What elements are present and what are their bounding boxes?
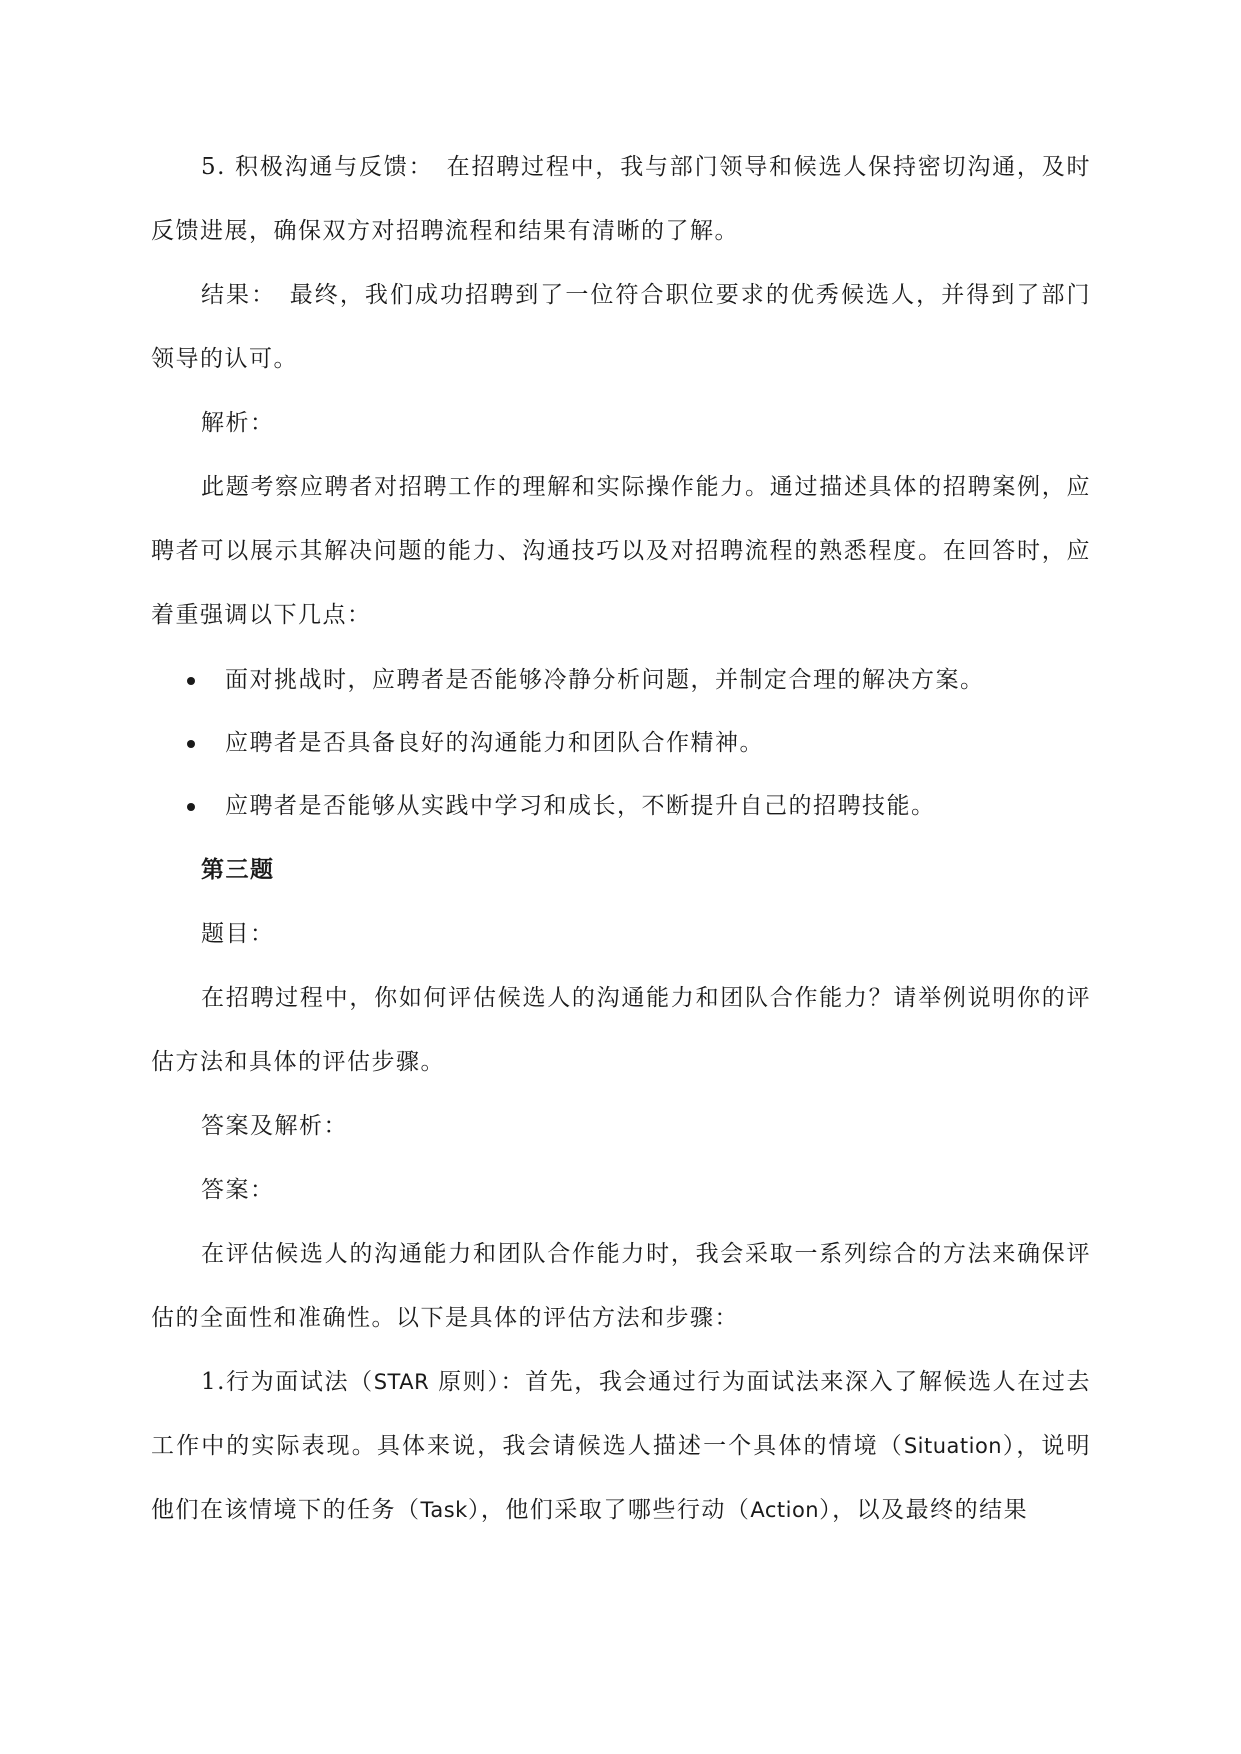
term-action: Action xyxy=(750,1498,820,1522)
answer-analysis-label: 答案及解析： xyxy=(201,1113,348,1139)
bullet-icon xyxy=(187,803,195,811)
key-points-list xyxy=(151,649,1091,838)
term-star: STAR xyxy=(373,1370,430,1394)
question-text: 在招聘过程中，你如何评估候选人的沟通能力和团队合作能力？请举例说明你的评估方法和具体的评估步骤。 xyxy=(151,985,1091,1075)
list-item xyxy=(151,775,1091,838)
method-mid-2: ），说明他们在该情境下的任务（ xyxy=(151,1433,1091,1523)
paragraph-communication-feedback: 5. 积极沟通与反馈： 在招聘过程中，我与部门领导和候选人保持密切沟通，及时反馈进展，确保双方对招聘流程和结果有清晰的了解。 xyxy=(151,154,1091,244)
list-item-text: 应聘者是否具备良好的沟通能力和团队合作精神。 xyxy=(225,730,764,756)
term-situation: Situation xyxy=(903,1434,1003,1458)
paragraph-analysis-label: 解析： xyxy=(201,410,275,436)
method-mid-1: 原则）：首先，我会通过行为面试法来深入了解候选人在过去工作中的实际表现。具体来说，我会请候选人描述一个具体的情境（ xyxy=(151,1369,1091,1459)
bullet-icon xyxy=(187,677,195,685)
term-task: Task xyxy=(420,1498,468,1522)
paragraph-result: 结果： 最终，我们成功招聘到了一位符合职位要求的优秀候选人，并得到了部门领导的认可。 xyxy=(151,282,1091,372)
list-item-text: 应聘者是否能够从实践中学习和成长，不断提升自己的招聘技能。 xyxy=(225,793,936,819)
paragraph-analysis-text: 此题考察应聘者对招聘工作的理解和实际操作能力。通过描述具体的招聘案例，应聘者可以展示其解决问题的能力、沟通技巧以及对招聘流程的熟悉程度。在回答时，应着重强调以下几点： xyxy=(151,474,1091,628)
bullet-icon xyxy=(187,740,195,748)
answer-intro: 在评估候选人的沟通能力和团队合作能力时，我会采取一系列综合的方法来确保评估的全面性和准确性。以下是具体的评估方法和步骤： xyxy=(151,1241,1091,1331)
answer-label: 答案： xyxy=(201,1177,275,1203)
method-prefix: 1.行为面试法（ xyxy=(201,1369,374,1395)
list-item xyxy=(151,712,1091,775)
method-behavioral-interview xyxy=(151,1350,1091,1542)
question-label: 题目： xyxy=(201,921,275,947)
method-suffix: ），以及最终的结果 xyxy=(819,1497,1029,1523)
section-heading: 第三题 xyxy=(201,856,275,883)
list-item xyxy=(151,649,1091,712)
list-item-text: 面对挑战时，应聘者是否能够冷静分析问题，并制定合理的解决方案。 xyxy=(225,667,985,693)
document-body xyxy=(151,135,1091,1542)
method-mid-3: ），他们采取了哪些行动（ xyxy=(467,1497,751,1523)
